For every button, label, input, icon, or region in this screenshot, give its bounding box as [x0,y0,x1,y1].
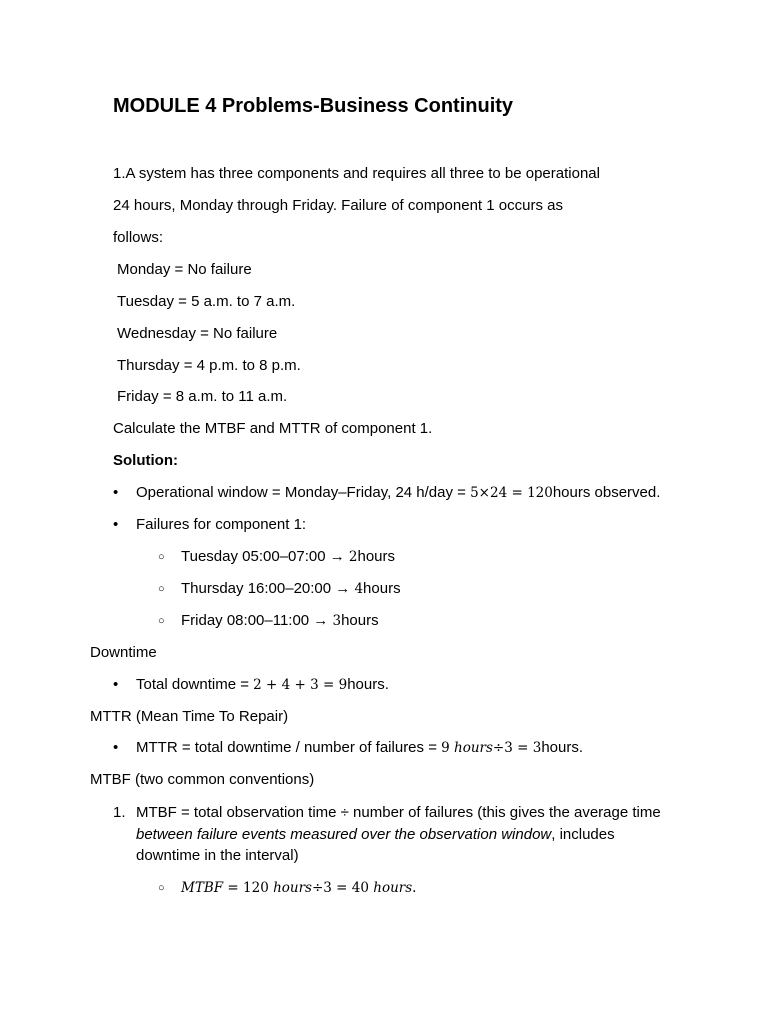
failure-item-friday [181,611,379,631]
mtbf-item-text [136,802,696,867]
mtbf-item-line-1: MTBF = total observation time ÷ number of failures (this gives the average time [136,804,661,821]
problem-text-line-1: 1.A system has three components and requires all three to be operational [113,165,600,182]
mttr-math-unit: hours [454,740,493,756]
bullet-icon: • [113,676,119,693]
downtime-item [136,675,389,695]
failure-text: Tuesday 05:00–07:00 → [181,548,349,565]
problem-text-line-3: follows: [113,229,164,246]
failure-text: Thursday 16:00–20:00 → [181,580,355,597]
downtime-tail: hours. [347,676,389,693]
mtbf-formula [181,878,416,898]
failure-math: 3 [332,613,342,629]
failure-unit: hours [363,580,401,597]
problem-text-line-2: 24 hours, Monday through Friday. Failure of component 1 occurs as [113,197,563,214]
schedule-thursday: Thursday = 4 p.m. to 8 p.m. [117,357,301,374]
mtbf-formula-unit-1: hours [273,880,312,896]
mtbf-item-number: 1. [113,804,126,821]
bullet-icon: • [113,516,119,533]
failure-item-thursday [181,579,401,599]
circle-bullet-icon: ○ [158,583,165,595]
downtime-math: 2 + 4 + 3 = 9 [253,677,348,693]
schedule-friday: Friday = 8 a.m. to 11 a.m. [117,388,288,405]
mtbf-item-tail: , includes [551,825,615,843]
mtbf-formula-end: . [412,880,417,896]
downtime-text: Total downtime = [136,676,254,693]
failure-item-tuesday [181,547,395,567]
failure-unit: hours [357,548,396,565]
circle-bullet-icon: ○ [158,615,165,627]
mtbf-item-line-2 [136,824,696,846]
failures-label: Failures for component 1: [136,516,307,533]
mttr-text: MTTR = total downtime / number of failures = [136,739,442,756]
mtbf-formula-unit-2: hours [373,880,413,896]
mtbf-heading: MTBF (two common conventions) [90,771,315,788]
failure-unit: hours [341,612,379,629]
problem-question: Calculate the MTBF and MTTR of component 1. [113,420,433,437]
operational-window-math: 5×24 = 120 [470,485,553,501]
operational-window-tail: hours observed. [552,484,661,501]
failure-math: 2 [348,549,358,565]
schedule-wednesday: Wednesday = No failure [117,325,278,342]
operational-window-item [136,483,660,503]
mtbf-formula-mid: ÷3 = 40 [311,880,374,896]
bullet-icon: • [113,484,119,501]
mttr-item [136,738,583,758]
mttr-heading: MTTR (Mean Time To Repair) [90,708,289,725]
mtbf-item-italic: between failure events measured over the observation window [136,825,552,843]
downtime-heading: Downtime [90,644,157,661]
circle-bullet-icon: ○ [158,551,165,563]
circle-bullet-icon: ○ [158,882,165,894]
operational-window-text: Operational window = Monday–Friday, 24 h/day = [136,484,471,501]
page-title: MODULE 4 Problems-Business Continuity [113,95,514,117]
mttr-tail: hours. [541,739,584,756]
bullet-icon: • [113,739,119,756]
schedule-tuesday: Tuesday = 5 a.m. to 7 a.m. [117,293,296,310]
schedule-monday: Monday = No failure [117,261,252,278]
solution-label: Solution: [113,452,178,469]
failure-math: 4 [354,581,364,597]
mttr-math-number: 9 [441,740,455,756]
mtbf-item-line-3: downtime in the interval) [136,847,299,864]
mtbf-formula-lhs: MTBF [181,880,224,896]
mtbf-formula-eq: = 120 [223,880,274,896]
failure-text: Friday 08:00–11:00 → [181,612,333,629]
mttr-math-rest: ÷3 = 3 [492,740,542,756]
